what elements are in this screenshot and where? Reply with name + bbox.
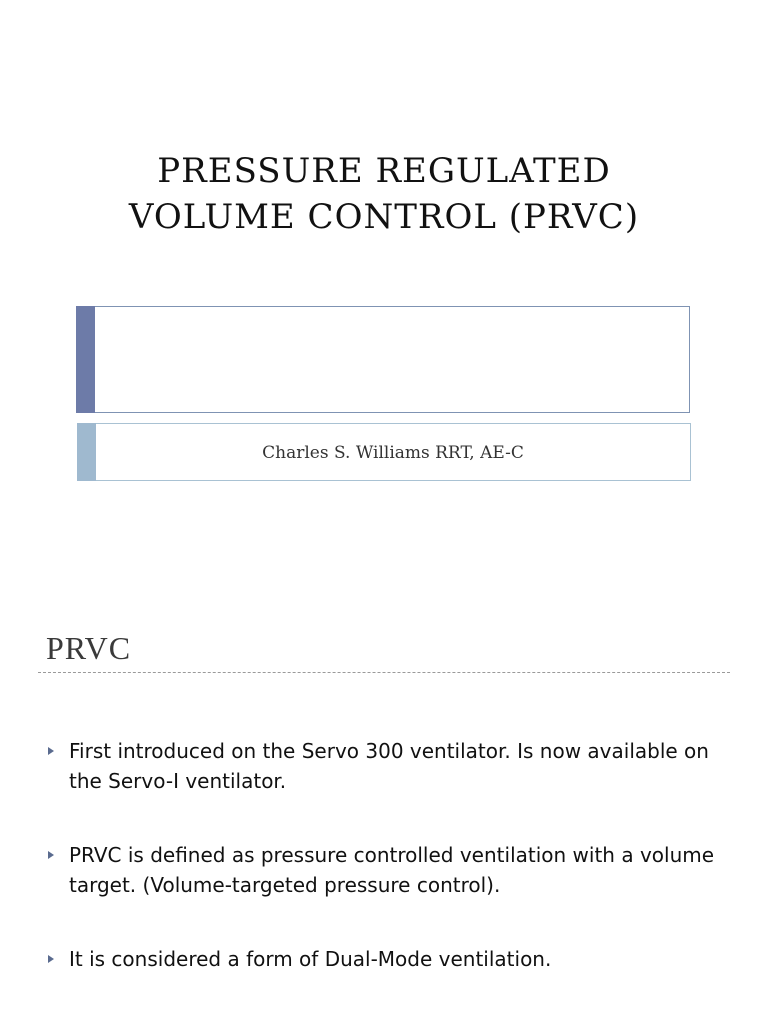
content-slide: [0, 512, 768, 1024]
bullet-text: It is considered a form of Dual-Mode ventilation.: [69, 947, 552, 971]
bullet-text: PRVC is defined as pressure controlled ventilation with a volume target. (Volume-targeted pressure control).: [69, 843, 715, 897]
title-decoration-box: [76, 306, 690, 413]
author-subtitle: Charles S. Williams RRT, AE-C: [262, 443, 524, 463]
slide-heading: PRVC: [46, 630, 132, 666]
bullet-list: [46, 736, 726, 974]
bullet-item: [46, 840, 726, 900]
slide-title-line-1: PRESSURE REGULATED: [157, 151, 611, 191]
slide-title: [0, 148, 768, 240]
dark-accent-bar: [76, 306, 95, 413]
triangle-bullet-icon: [48, 955, 54, 963]
subtitle-box: [77, 423, 691, 481]
bullet-item: [46, 736, 726, 796]
light-accent-bar: [77, 423, 96, 481]
bullet-text: First introduced on the Servo 300 ventilator. Is now available on the Servo-I ventilator.: [69, 739, 709, 793]
slide-title-line-2: VOLUME CONTROL (PRVC): [128, 197, 640, 237]
triangle-bullet-icon: [48, 851, 54, 859]
bullet-item: [46, 944, 726, 974]
triangle-bullet-icon: [48, 747, 54, 755]
heading-divider: [38, 672, 730, 673]
